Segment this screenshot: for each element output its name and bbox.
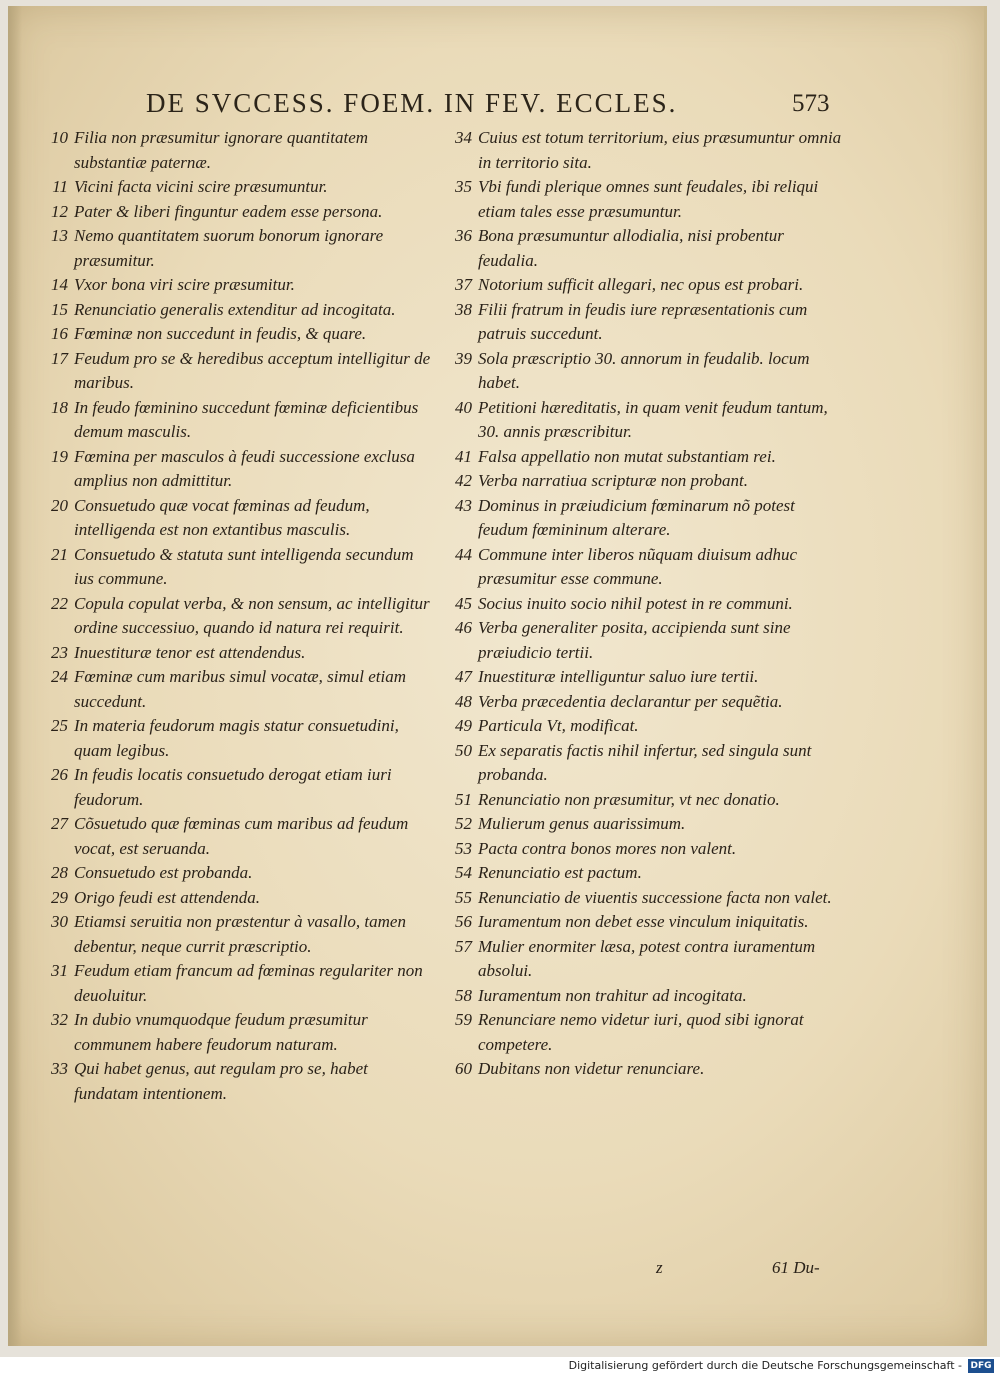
entry-text: Etiamsi seruitia non præstentur à vasallo, tamen debentur, neque currit præscriptio. <box>74 912 406 956</box>
entry-number: 33 <box>51 1059 68 1078</box>
funding-credit: Digitalisierung gefördert durch die Deutsche Forschungsgemeinschaft - <box>568 1359 962 1372</box>
summary-entry <box>434 469 846 494</box>
summary-entry <box>30 322 432 347</box>
entry-number: 47 <box>455 667 472 686</box>
entry-number: 25 <box>51 716 68 735</box>
entry-number: 48 <box>455 691 472 711</box>
entry-text: Socius inuito socio nihil potest in re communi. <box>478 593 793 613</box>
summary-entry <box>434 126 846 175</box>
entry-text: Verba præcedentia declarantur per sequẽtia. <box>478 691 783 711</box>
entry-number: 58 <box>455 985 472 1005</box>
entry-number: 10 <box>51 128 68 147</box>
summary-column-right <box>434 126 846 1082</box>
summary-entry <box>434 984 846 1009</box>
entry-text: Fœminæ non succedunt in feudis, & quare. <box>74 324 367 343</box>
entry-number: 36 <box>455 226 472 245</box>
running-title: DE SVCCESS. FOEM. IN FEV. ECCLES. <box>146 88 678 118</box>
entry-number: 35 <box>455 177 472 196</box>
entry-number: 15 <box>51 299 68 319</box>
entry-number: 40 <box>455 397 472 417</box>
entry-number: 24 <box>51 667 68 686</box>
entry-number: 55 <box>455 887 472 907</box>
summary-entry <box>434 886 846 911</box>
summary-entry <box>434 910 846 935</box>
entry-text: Verba narratiua scripturæ non probant. <box>478 471 748 490</box>
summary-entry <box>30 347 432 396</box>
summary-entry <box>434 812 846 837</box>
summary-entry <box>434 616 846 665</box>
summary-entry <box>434 861 846 886</box>
entry-text: Sola præscriptio 30. annorum in feudalib. locum habet. <box>478 348 810 392</box>
summary-entry <box>30 200 432 225</box>
entry-text: In dubio vnumquodque feudum præsumitur communem habere feudorum naturam. <box>74 1010 368 1054</box>
entry-text: Pacta contra bonos mores non valent. <box>478 838 737 858</box>
page-footer <box>8 1258 984 1288</box>
summary-entry <box>30 126 432 175</box>
entry-text: Fœminæ cum maribus simul vocatæ, simul etiam succedunt. <box>74 667 406 711</box>
entry-text: Renunciatio de viuentis successione facta non valet. <box>478 887 832 907</box>
entry-number: 39 <box>455 348 472 368</box>
entry-number: 19 <box>51 446 68 466</box>
entry-number: 18 <box>51 397 68 417</box>
entry-number: 37 <box>455 275 472 294</box>
entry-number: 26 <box>51 765 68 784</box>
summary-entry <box>434 347 846 396</box>
entry-number: 17 <box>51 348 68 368</box>
entry-number: 53 <box>455 838 472 858</box>
entry-text: Filii fratrum in feudis iure repræsentationis cum patruis succedunt. <box>478 299 808 343</box>
entry-text: Renunciatio est pactum. <box>478 863 642 882</box>
entry-text: Verba generaliter posita, accipienda sunt sine præiudicio tertii. <box>478 618 791 662</box>
entry-number: 12 <box>51 201 68 221</box>
summary-entry <box>434 1057 846 1082</box>
summary-entry <box>434 494 846 543</box>
page-number: 573 <box>792 90 830 117</box>
entry-text: Iuramentum non debet esse vinculum iniquitatis. <box>478 912 809 931</box>
summary-entry <box>30 396 432 445</box>
entry-number: 52 <box>455 814 472 833</box>
entry-number: 45 <box>455 593 472 613</box>
entry-text: In feudis locatis consuetudo derogat etiam iuri feudorum. <box>74 765 392 809</box>
entry-number: 32 <box>51 1010 68 1029</box>
entry-text: Vicini facta vicini scire præsumuntur. <box>74 177 328 196</box>
entry-number: 38 <box>455 299 472 319</box>
summary-entry <box>434 592 846 617</box>
entry-number: 57 <box>455 936 472 956</box>
entry-text: Fœmina per masculos à feudi successione exclusa amplius non admittitur. <box>74 446 415 490</box>
entry-text: Dominus in præiudicium fœminarum nõ potest feudum fœmininum alterare. <box>478 495 795 539</box>
summary-entry <box>434 224 846 273</box>
entry-text: Qui habet genus, aut regulam pro se, habet fundatam intentionem. <box>74 1059 368 1103</box>
summary-entry <box>30 641 432 666</box>
book-page <box>8 6 987 1346</box>
summary-entry <box>30 543 432 592</box>
summary-column-left <box>30 126 432 1106</box>
entry-text: Ex separatis factis nihil infertur, sed singula sunt probanda. <box>478 740 812 784</box>
page-spine-shadow <box>8 6 22 1346</box>
entry-number: 20 <box>51 495 68 515</box>
summary-entry <box>30 714 432 763</box>
entry-text: Commune inter liberos nũquam diuisum adhuc præsumitur esse commune. <box>478 544 798 588</box>
summary-entry <box>434 665 846 690</box>
summary-entry <box>434 1008 846 1057</box>
entry-text: Dubitans non videtur renunciare. <box>478 1059 705 1078</box>
summary-entry <box>434 543 846 592</box>
entry-text: Iuramentum non trahitur ad incogitata. <box>478 985 747 1005</box>
summary-entry <box>434 714 846 739</box>
entry-number: 27 <box>51 814 68 833</box>
entry-number: 41 <box>455 446 472 466</box>
entry-number: 34 <box>455 128 472 147</box>
entry-number: 13 <box>51 226 68 245</box>
summary-entry <box>434 935 846 984</box>
entry-text: Feudum etiam francum ad fœminas regulariter non deuoluitur. <box>74 961 423 1005</box>
summary-entry <box>30 494 432 543</box>
dfg-logo-icon: DFG <box>968 1359 994 1373</box>
entry-text: Inuestituræ intelliguntur saluo iure tertii. <box>478 667 759 686</box>
entry-text: Renunciatio non præsumitur, vt nec donatio. <box>478 789 780 809</box>
entry-text: Cõsuetudo quæ fœminas cum maribus ad feudum vocat, est seruanda. <box>74 814 409 858</box>
entry-number: 49 <box>455 716 472 735</box>
entry-text: Consuetudo & statuta sunt intelligenda secundum ius commune. <box>74 544 414 588</box>
entry-text: Cuius est totum territorium, eius præsumuntur omnia in territorio sita. <box>478 128 842 172</box>
summary-entry <box>434 690 846 715</box>
summary-entry <box>30 763 432 812</box>
summary-entry <box>30 959 432 1008</box>
entry-text: Filia non præsumitur ignorare quantitatem substantiæ paternæ. <box>74 128 369 172</box>
summary-entry <box>434 273 846 298</box>
summary-entry <box>434 837 846 862</box>
entry-number: 59 <box>455 1010 472 1029</box>
entry-number: 44 <box>455 544 472 564</box>
summary-entry <box>434 298 846 347</box>
summary-entry <box>30 1008 432 1057</box>
summary-entry <box>30 175 432 200</box>
entry-number: 56 <box>455 912 472 931</box>
summary-entry <box>30 298 432 323</box>
entry-text: Origo feudi est attendenda. <box>74 887 261 907</box>
entry-number: 60 <box>455 1059 472 1078</box>
entry-number: 22 <box>51 593 68 613</box>
entry-text: Pater & liberi finguntur eadem esse persona. <box>74 201 383 221</box>
summary-entry <box>30 812 432 861</box>
summary-entry <box>30 1057 432 1106</box>
summary-entry <box>30 910 432 959</box>
entry-number: 30 <box>51 912 68 931</box>
summary-entry <box>30 445 432 494</box>
summary-entry <box>30 273 432 298</box>
entry-text: Mulier enormiter læsa, potest contra iuramentum absolui. <box>478 936 816 980</box>
summary-entry <box>30 665 432 714</box>
entry-number: 51 <box>455 789 472 809</box>
entry-text: Vxor bona viri scire præsumitur. <box>74 275 295 294</box>
entry-number: 50 <box>455 740 472 760</box>
entry-text: In feudo fœminino succedunt fœminæ deficientibus demum masculis. <box>74 397 419 441</box>
entry-text: Copula copulat verba, & non sensum, ac intelligitur ordine successiuo, quando id natura rei requirit. <box>74 593 430 637</box>
entry-text: Renunciare nemo videtur iuri, quod sibi ignorat competere. <box>478 1010 804 1054</box>
summary-entry <box>434 739 846 788</box>
summary-entry <box>434 396 846 445</box>
summary-entry <box>30 592 432 641</box>
summary-entry <box>30 861 432 886</box>
summary-entry <box>30 886 432 911</box>
entry-text: Renunciatio generalis extenditur ad incogitata. <box>74 299 396 319</box>
entry-text: Inuestituræ tenor est attendendus. <box>74 642 306 662</box>
entry-text: Bona præsumuntur allodialia, nisi probentur feudalia. <box>478 226 784 270</box>
entry-text: Falsa appellatio non mutat substantiam rei. <box>478 446 776 466</box>
summary-entry <box>434 788 846 813</box>
entry-number: 16 <box>51 324 68 343</box>
entry-number: 46 <box>455 618 472 637</box>
entry-text: Nemo quantitatem suorum bonorum ignorare præsumitur. <box>74 226 384 270</box>
entry-text: Consuetudo quæ vocat fœminas ad feudum, intelligenda est non extantibus masculis. <box>74 495 370 539</box>
entry-number: 54 <box>455 863 472 882</box>
summary-entry <box>434 445 846 470</box>
entry-number: 23 <box>51 642 68 662</box>
entry-text: Feudum pro se & heredibus acceptum intelligitur de maribus. <box>74 348 431 392</box>
entry-number: 11 <box>52 177 68 196</box>
summary-entry <box>30 224 432 273</box>
entry-text: Consuetudo est probanda. <box>74 863 253 882</box>
credit-bar <box>0 1357 1000 1376</box>
entry-text: Particula Vt, modificat. <box>478 716 639 735</box>
signature-mark: z <box>656 1258 663 1277</box>
entry-number: 28 <box>51 863 68 882</box>
summary-entry <box>434 175 846 224</box>
entry-number: 42 <box>455 471 472 490</box>
entry-text: Mulierum genus auarissimum. <box>478 814 686 833</box>
entry-number: 43 <box>455 495 472 515</box>
entry-text: Notorium sufficit allegari, nec opus est probari. <box>478 275 804 294</box>
catchword: 61 Du- <box>772 1258 820 1277</box>
entry-number: 29 <box>51 887 68 907</box>
entry-text: Petitioni hæreditatis, in quam venit feudum tantum, 30. annis præscribitur. <box>478 397 828 441</box>
entry-text: Vbi fundi plerique omnes sunt feudales, ibi reliqui etiam tales esse præsumuntur. <box>478 177 819 221</box>
entry-number: 14 <box>51 275 68 294</box>
entry-number: 21 <box>51 544 68 564</box>
page-header <box>8 88 984 122</box>
entry-text: In materia feudorum magis statur consuetudini, quam legibus. <box>74 716 399 760</box>
entry-number: 31 <box>51 961 68 980</box>
